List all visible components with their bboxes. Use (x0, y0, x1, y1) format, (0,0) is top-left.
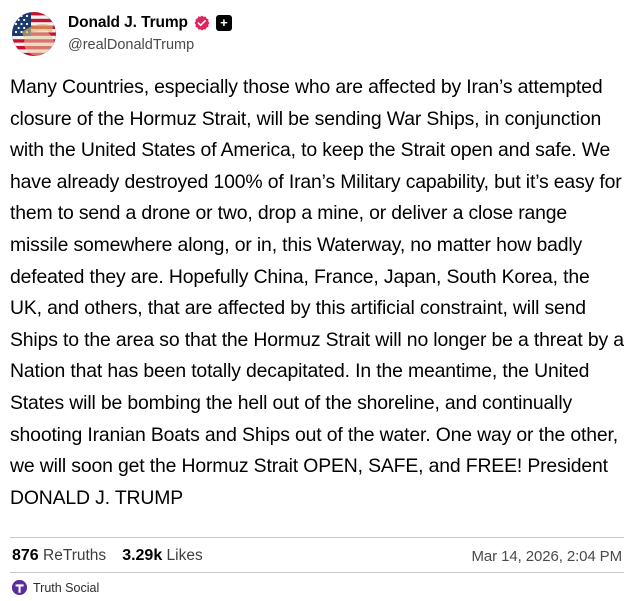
plus-badge-icon: + (216, 15, 232, 31)
post-footer (10, 537, 624, 572)
avatar[interactable] (12, 12, 56, 56)
post-timestamp: Mar 14, 2026, 2:04 PM (471, 547, 622, 565)
author-names (68, 12, 232, 55)
post-header (10, 10, 624, 60)
retruths-count: 876 (12, 547, 39, 564)
post-body-text: Many Countries, especially those who are affected by Iran’s attempted closure of the Hormuz Strait, will be sending War Ships, in conjunction with the United States of America, to keep the Strait open and safe. We have already destroyed 100% of Iran’s Military capability, but it’s easy for them to send a drone or two, drop a mine, or deliver a close range missile somewhere along, or in, this Waterway, no matter how badly defeated they are. Hopefully China, France, Japan, South Korea, the UK, and others, that are affected by this artificial constraint, will send Ships to the area so that the Hormuz Strait will no longer be a threat by a Nation that has been totally decapitated. In the meantime, the United States will be bombing the hell out of the shoreline, and continually shooting Iranian Boats and Ships out of the water. One way or the other, we will soon get the Hormuz Strait OPEN, SAFE, and FREE! President DONALD J. TRUMP (10, 76, 630, 509)
likes-stat[interactable] (122, 547, 203, 565)
likes-count: 3.29k (122, 547, 163, 564)
likes-label: Likes (166, 547, 203, 564)
truth-social-logo-icon (12, 580, 27, 595)
retruths-stat[interactable] (12, 547, 106, 565)
author-handle: @realDonaldTrump (68, 37, 195, 53)
post-stats (12, 547, 203, 565)
author-name-row (68, 13, 232, 32)
verified-check-icon (194, 15, 210, 31)
brand-bar (10, 572, 624, 601)
retruths-label: ReTruths (43, 547, 107, 564)
brand-label: Truth Social (33, 580, 100, 595)
author-display-name: Donald J. Trump (68, 14, 188, 31)
